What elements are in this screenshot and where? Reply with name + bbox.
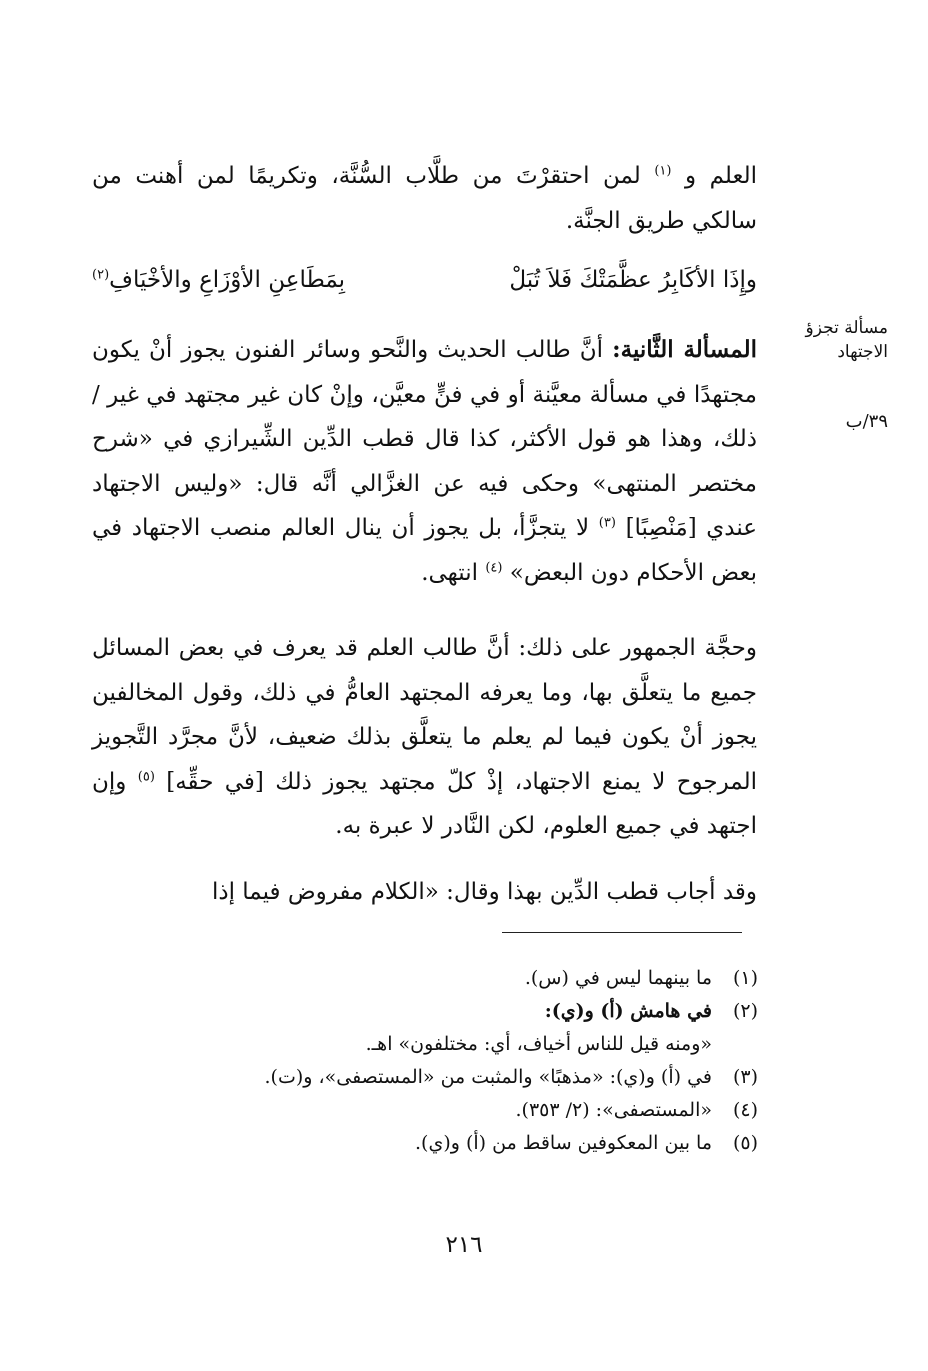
- footnote-ref-3: (٣): [598, 515, 616, 531]
- footnote-text: «المستصفى»: (٢/ ٣٥٣).: [515, 1099, 712, 1121]
- footnote-ref-5: (٥): [137, 768, 155, 784]
- footnote-number: (٣): [732, 1066, 758, 1088]
- paragraph-3: [92, 626, 757, 849]
- footnote-3: [158, 1061, 758, 1094]
- footnote-ref-1: (١): [654, 163, 672, 179]
- paragraph-4-text: وقد أجاب قطب الدِّين بهذا وقال: «الكلام مفروض فيما إذا: [211, 879, 757, 905]
- paragraph-3-text-b: وإن اجتهد في جميع العلوم، لكن النَّادر لا عبرة به.: [92, 768, 757, 839]
- footnote-number: (٤): [732, 1099, 758, 1121]
- footnote-4: [158, 1094, 758, 1127]
- footnote-text: ما بين المعكوفين ساقط من (أ) و(ي).: [415, 1132, 712, 1154]
- paragraph-1-text-b: لمن احتقرْتَ من طلَّاب السُّنَّة، وتكريمًا لمن أهنت من سالكي طريق الجنَّة.: [92, 163, 757, 234]
- footnote-number: (٢): [732, 1000, 758, 1022]
- footnote-5: [158, 1127, 758, 1160]
- footnote-text: في (أ) و(ي): «مذهبًا» والمثبت من «المستصفى»، و(ت).: [264, 1066, 712, 1088]
- paragraph-2-text-a: أنَّ طالب الحديث والنَّحو وسائر الفنون يجوز أنْ يكون مجتهدًا في مسألة معيَّنة أو في فنٍّ معيَّن، وإنْ كان غير مجتهد في غير / ذلك، وهذا هو قول الأكثر، كذا قال قطب الدِّين الشِّيرازي في «شرح مختصر المنتهى» وحكى فيه عن الغزَّالي أنَّه قال: «وليس الاجتهاد عندي [مَنْصِبًا]: [92, 337, 758, 541]
- footnote-divider: [502, 932, 742, 933]
- page-number: ٢١٦: [445, 1232, 483, 1258]
- paragraph-3-text-a: وحجَّة الجمهور على ذلك: أنَّ طالب العلم قد يعرف في بعض المسائل جميع ما يتعلَّق بها، وما يعرفه المجتهد العامُّ في ذلك، وقول المخالفين يجوز أنْ يكون فيما لم يعلم ما يتعلَّق بذلك ضعيف، لأنَّ مجرَّد التَّجويز المرجوح لا يمنع الاجتهاد، إذْ كلّ مجتهد يجوز ذلك [في حقِّه]: [92, 635, 758, 795]
- footnote-number: (١): [732, 967, 758, 989]
- footnote-2: [158, 995, 758, 1028]
- poem-hemistich-2-wrap: [92, 258, 345, 302]
- paragraph-2-text-b: لا يتجزَّأ، بل يجوز أن ينال العالم منصب الاجتهاد في بعض الأحكام دون البعض»: [92, 515, 757, 586]
- paragraph-4: [92, 870, 757, 915]
- footnotes: [158, 962, 758, 1160]
- poem-verse: [92, 258, 757, 302]
- footnote-text: في هامش (أ) و(ي):: [544, 1000, 712, 1022]
- footnote-ref-4: (٤): [485, 559, 503, 575]
- margin-topic-note: مسألة تجزؤ الاجتهاد: [805, 318, 888, 362]
- paragraph-2-text-c: انتهى.: [421, 559, 479, 586]
- paragraph-1: [92, 154, 757, 243]
- footnote-ref-2: (٢): [92, 267, 110, 283]
- poem-hemistich-2: بِمَطَاعِنِ الأوْزَاعِ والأخْيَافِ: [109, 267, 346, 293]
- poem-hemistich-1: وإِذَا الأكَابِرُ عظَّمَتْكَ فَلاَ تُبَلْ: [509, 267, 757, 293]
- paragraph-2: [92, 328, 757, 595]
- footnote-quote: «ومنه قيل للناس أخياف، أي: مختلفون» اهـ.: [365, 1033, 712, 1055]
- paragraph-1-text-a: العلم و: [684, 163, 757, 189]
- footnote-number: (٥): [732, 1132, 758, 1154]
- section-heading: المسألة الثَّانية:: [612, 336, 757, 363]
- margin-folio-ref: ٣٩/ب: [845, 411, 888, 432]
- footnote-2-continuation: [158, 1028, 758, 1061]
- footnote-1: [158, 962, 758, 995]
- footnote-text: ما بينهما ليس في (س).: [524, 967, 712, 989]
